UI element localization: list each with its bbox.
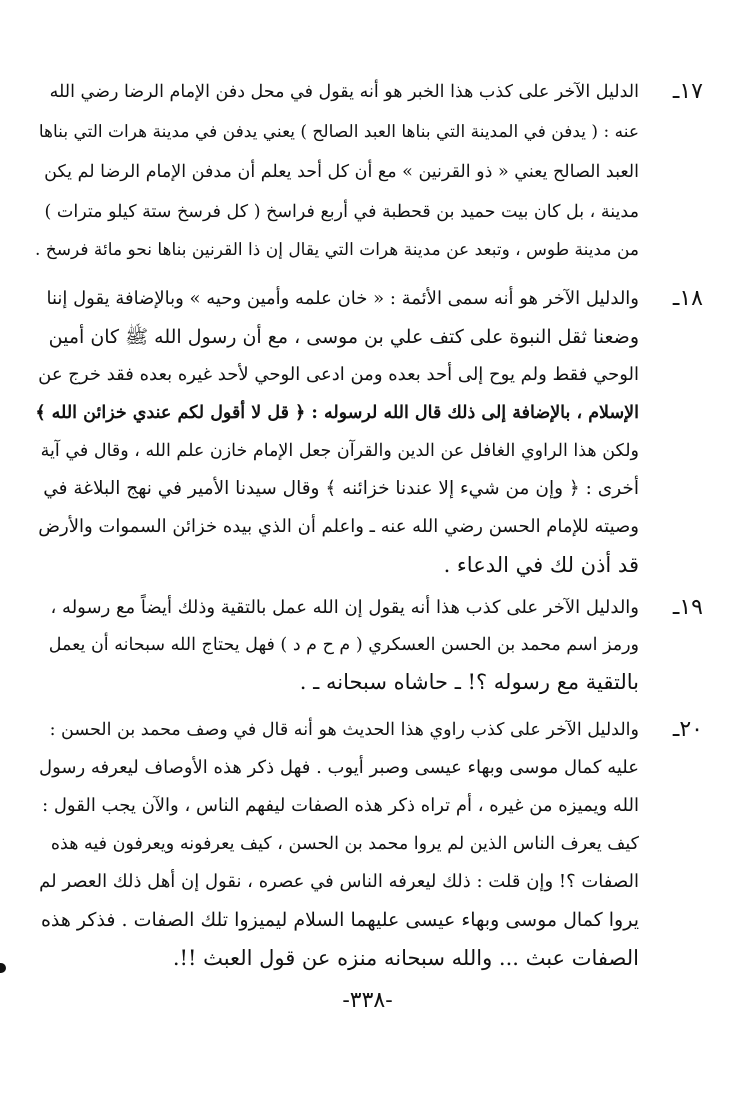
- text-line: ولكن هذا الراوي الغافل عن الدين والقرآن جعل الإمام خازن علم الله ، وقال في آية: [40, 441, 639, 461]
- paragraph-number: ٢٠ـ: [672, 717, 703, 742]
- text-line: وضعنا ثقل النبوة على كتف علي بن موسى ، مع أن رسول الله ﷺ كان أمين: [48, 326, 639, 348]
- text-line: الله ويميزه من غيره ، أم تراه ذكر هذه الصفات ليفهم الناس ، والآن يجب القول :: [42, 795, 639, 816]
- page-number: -٣٣٨-: [342, 988, 393, 1013]
- text-line: أخرى : ﴿ وإن من شيء إلا عندنا خزائنه ﴾ وقال سيدنا الأمير في نهج البلاغة في: [43, 478, 639, 499]
- text-line: الإسلام ، بالإضافة إلى ذلك قال الله لرسوله : ﴿ قل لا أقول لكم عندي خزائن الله ﴾: [35, 403, 639, 423]
- text-line: عليه كمال موسى وبهاء عيسى وصبر أيوب . فهل ذكر هذه الأوصاف ليعرفه رسول: [39, 757, 639, 778]
- text-line: والدليل الآخر على كذب راوي هذا الحديث هو أنه قال في وصف محمد بن الحسن :: [49, 720, 639, 740]
- text-line: ورمز اسم محمد بن الحسن العسكري ( م ح م د ) فهل يحتاج الله سبحانه أن يعمل: [48, 635, 639, 655]
- text-line: عنه : ( يدفن في المدينة التي بناها العبد الصالح ) يعني يدفن في مدينة هرات التي بناها: [38, 122, 639, 142]
- text-line: الوحي فقط ولم يوح إلى أحد بعده ومن ادعى الوحي لأحد غيره بعده فقد خرج عن: [38, 364, 639, 385]
- text-line: وصيته للإمام الحسن رضي الله عنه ـ واعلم أن الذي بيده خزائن السموات والأرض: [38, 516, 639, 537]
- text-line: من مدينة طوس ، وتبعد عن مدينة هرات التي يقال إن ذا القرنين بناها نحو مائة فرسخ .: [34, 240, 639, 260]
- scan-edge-mark: [0, 963, 6, 973]
- text-line: والدليل الآخر هو أنه سمى الأئمة : « خان علمه وأمين وحيه » وبالإضافة يقول إننا: [46, 288, 639, 309]
- text-line: مدينة ، بل كان بيت حميد بن قحطبة في أربع فراسخ ( كل فرسخ ستة كيلو مترات ): [44, 202, 639, 222]
- paragraph-number: ١٨ـ: [672, 286, 703, 311]
- paragraph-number: ١٩ـ: [672, 595, 703, 620]
- text-line: كيف يعرف الناس الذين لم يروا محمد بن الحسن ، كيف يعرفونه ويعرفون فيه هذه: [50, 834, 639, 854]
- text-line: الدليل الآخر على كذب هذا الخبر هو أنه يقول في محل دفن الإمام الرضا رضي الله: [49, 82, 639, 102]
- text-line: الصفات ؟! وإن قلت : ذلك ليعرفه الناس في عصره ، نقول إن أهل ذلك العصر لم: [39, 871, 639, 892]
- text-line: بالتقية مع رسوله ؟! ـ حاشاه سبحانه ـ .: [299, 670, 639, 694]
- text-line: الصفات عبث ... والله سبحانه منزه عن قول العبث !!.: [172, 946, 639, 970]
- text-line: قد أذن لك في الدعاء .: [443, 553, 639, 577]
- paragraph-number: ١٧ـ: [672, 79, 703, 104]
- text-line: العبد الصالح يعني « ذو القرنين » مع أن كل أحد يعلم أن مدفن الإمام الرضا لم يكن: [44, 162, 639, 182]
- text-line: يروا كمال موسى وبهاء عيسى عليهما السلام ليميزوا تلك الصفات . فذكر هذه: [40, 909, 639, 931]
- text-line: والدليل الآخر على كذب هذا أنه يقول إن الله عمل بالتقية وذلك أيضاً مع رسوله ،: [50, 597, 639, 618]
